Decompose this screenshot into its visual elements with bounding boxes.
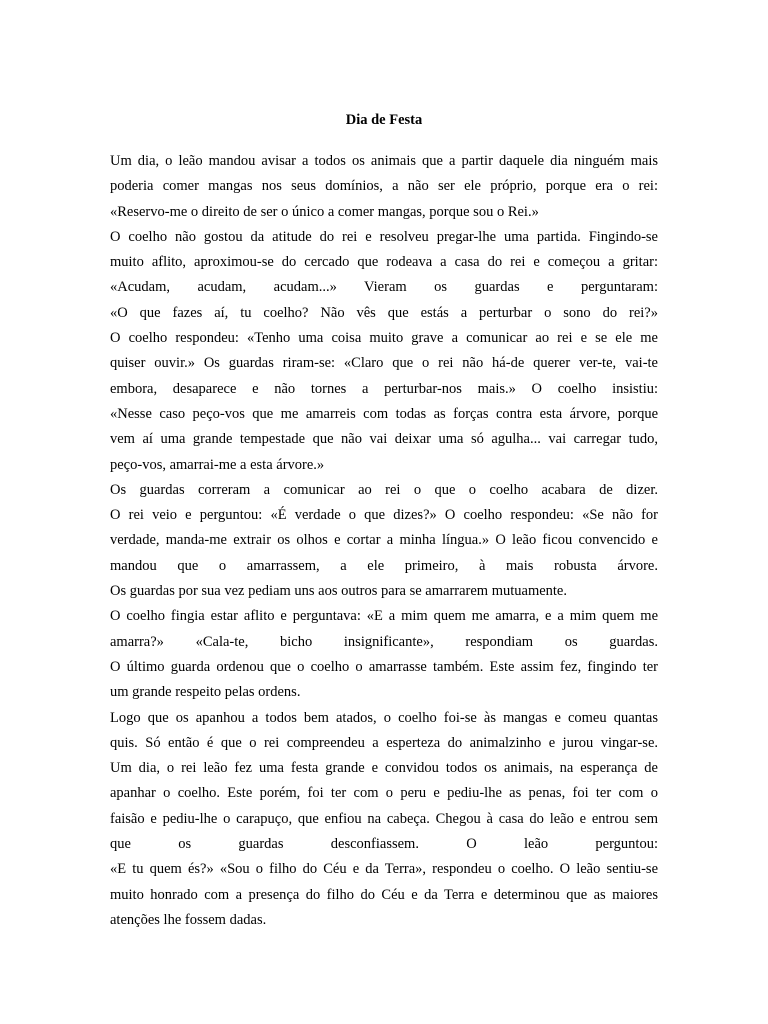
text-line: «Acudam, acudam, acudam...» Vieram os guardas e perguntaram:: [110, 279, 658, 296]
text-line: que os guardas desconfiassem. O leão perguntou:: [110, 836, 658, 853]
text-line: Os guardas correram a comunicar ao rei o que o coelho acabara de dizer.: [110, 481, 658, 498]
text-line: «Nesse caso peço-vos que me amarreis com todas as forças contra esta árvore, porque: [110, 405, 658, 422]
text-line: verdade, manda-me extrair os olhos e cortar a minha língua.» O leão ficou convencido e: [110, 532, 658, 549]
text-line: poderia comer mangas nos seus domínios, a não ser ele próprio, porque era o rei:: [110, 178, 658, 195]
text-line: embora, desaparece e não tornes a perturbar-nos mais.» O coelho insistiu:: [110, 380, 658, 397]
text-line: muito honrado com a presença do filho do Céu e da Terra e determinou que as maiores: [110, 886, 658, 903]
text-line: mandou que o amarrassem, a ele primeiro, à mais robusta árvore.: [110, 557, 658, 574]
document-title: Dia de Festa: [345, 112, 423, 128]
text-line: O coelho não gostou da atitude do rei e resolveu pregar-lhe uma partida. Fingindo-se: [110, 228, 658, 245]
text-line: quis. Só então é que o rei compreendeu a esperteza do animalzinho e jurou vingar-se.: [110, 734, 658, 751]
text-line: quiser ouvir.» Os guardas riram-se: «Claro que o rei não há-de querer ver-te, vai-te: [110, 355, 658, 372]
text-line: «E tu quem és?» «Sou o filho do Céu e da Terra», respondeu o coelho. O leão sentiu-se: [110, 861, 658, 878]
text-line: O coelho respondeu: «Tenho uma coisa muito grave a comunicar ao rei e se ele me: [110, 330, 658, 347]
text-line: apanhar o coelho. Este porém, foi ter com o peru e pediu-lhe as penas, foi ter com o: [110, 785, 658, 802]
text-line: Os guardas por sua vez pediam uns aos outros para se amarrarem mutuamente.: [110, 583, 567, 600]
text-line: atenções lhe fossem dadas.: [110, 911, 267, 928]
text-line: peço-vos, amarrai-me a esta árvore.»: [110, 456, 325, 473]
text-line: muito aflito, aproximou-se do cercado que rodeava a casa do rei e começou a gritar:: [110, 254, 658, 271]
text-line: faisão e pediu-lhe o carapuço, que enfiou na cabeça. Chegou à casa do leão e entrou sem: [110, 810, 658, 827]
story-body: [110, 151, 658, 935]
text-line: O coelho fingia estar aflito e perguntava: «E a mim quem me amarra, e a mim quem me: [110, 608, 658, 625]
text-line: «Reservo-me o direito de ser o único a comer mangas, porque sou o Rei.»: [110, 203, 539, 220]
text-line: «O que fazes aí, tu coelho? Não vês que estás a perturbar o sono do rei?»: [110, 304, 658, 321]
text-line: amarra?» «Cala-te, bicho insignificante», respondiam os guardas.: [110, 633, 658, 650]
text-line: Logo que os apanhou a todos bem atados, o coelho foi-se às mangas e comeu quantas: [110, 709, 658, 726]
text-line: um grande respeito pelas ordens.: [110, 684, 301, 701]
text-line: Um dia, o leão mandou avisar a todos os animais que a partir daquele dia ninguém mais: [110, 153, 658, 169]
text-line: Um dia, o rei leão fez uma festa grande e convidou todos os animais, na esperança de: [110, 760, 658, 777]
text-line: O último guarda ordenou que o coelho o amarrasse também. Este assim fez, fingindo ter: [110, 658, 658, 675]
text-line: vem aí uma grande tempestade que não vai deixar uma só agulha... vai carregar tudo,: [110, 431, 658, 448]
text-line: O rei veio e perguntou: «É verdade o que dizes?» O coelho respondeu: «Se não for: [110, 507, 658, 524]
